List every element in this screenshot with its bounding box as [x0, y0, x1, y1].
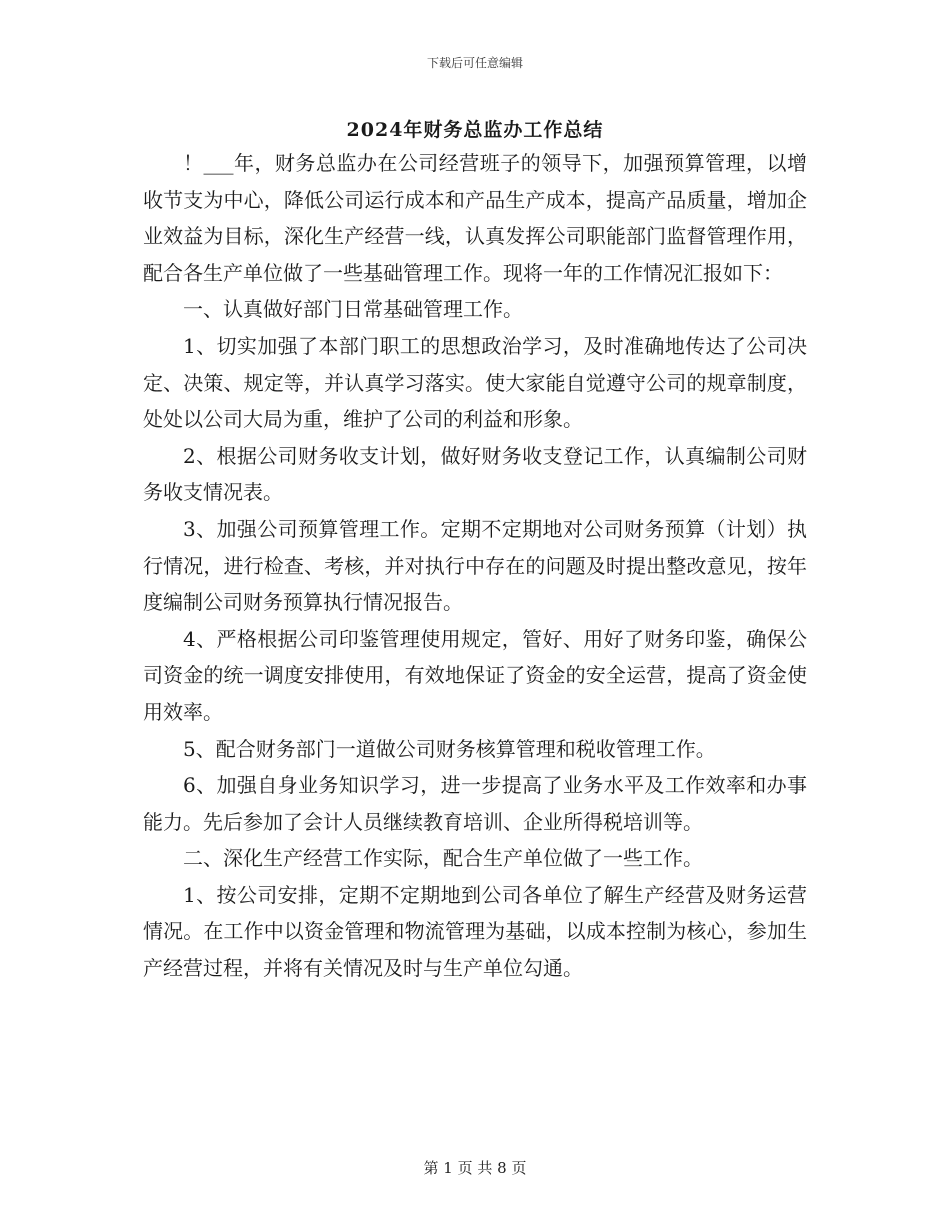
section-heading-2: 二、深化生产经营工作实际，配合生产单位做了一些工作。 — [183, 846, 703, 871]
document-body — [143, 145, 807, 987]
paragraph-item-2-1: 1、按公司安排，定期不定期地到公司各单位了解生产经营及财务运营情况。在工作中以资金管理和物流管理为基础，以成本控制为核心，参加生产经营过程，并将有关情况及时与生产单位勾通。 — [143, 882, 807, 981]
download-edit-note: 下载后可任意编辑 — [426, 56, 523, 70]
paragraph-item-1-1: 1、切实加强了本部门职工的思想政治学习，及时准确地传达了公司决定、决策、规定等，并认真学习落实。使大家能自觉遵守公司的规章制度，处处以公司大局为重，维护了公司的利益和形象。 — [143, 333, 807, 432]
section-heading-1: 一、认真做好部门日常基础管理工作。 — [183, 297, 523, 322]
page-number: 第 1 页 共 8 页 — [423, 1159, 527, 1177]
paragraph-item-1-4: 4、严格根据公司印鉴管理使用规定，管好、用好了财务印鉴，确保公司资金的统一调度安排使用，有效地保证了资金的安全运营，提高了资金使用效率。 — [143, 626, 807, 724]
paragraph-item-1-2: 2、根据公司财务收支计划，做好财务收支登记工作，认真编制公司财务收支情况表。 — [143, 443, 807, 505]
paragraph-item-1-3: 3、加强公司预算管理工作。定期不定期地对公司财务预算（计划）执行情况，进行检查、考核，并对执行中存在的问题及时提出整改意见，按年度编制公司财务预算执行情况报告。 — [143, 516, 807, 615]
paragraph-item-1-5: 5、配合财务部门一道做公司财务核算管理和税收管理工作。 — [183, 736, 716, 761]
paragraph-intro: ！___年，财务总监办在公司经营班子的领导下，加强预算管理，以增收节支为中心，降低公司运行成本和产品生产成本，提高产品质量，增加企业效益为目标，深化生产经营一线，认真发挥公司职能部门监督管理作用，配合各生产单位做了一些基础管理工作。现将一年的工作情况汇报如下： — [143, 151, 807, 285]
paragraph-item-1-6: 6、加强自身业务知识学习，进一步提高了业务水平及工作效率和办事能力。先后参加了会计人员继续教育培训、企业所得税培训等。 — [143, 773, 807, 834]
document-title: 2024年财务总监办工作总结 — [346, 119, 604, 141]
